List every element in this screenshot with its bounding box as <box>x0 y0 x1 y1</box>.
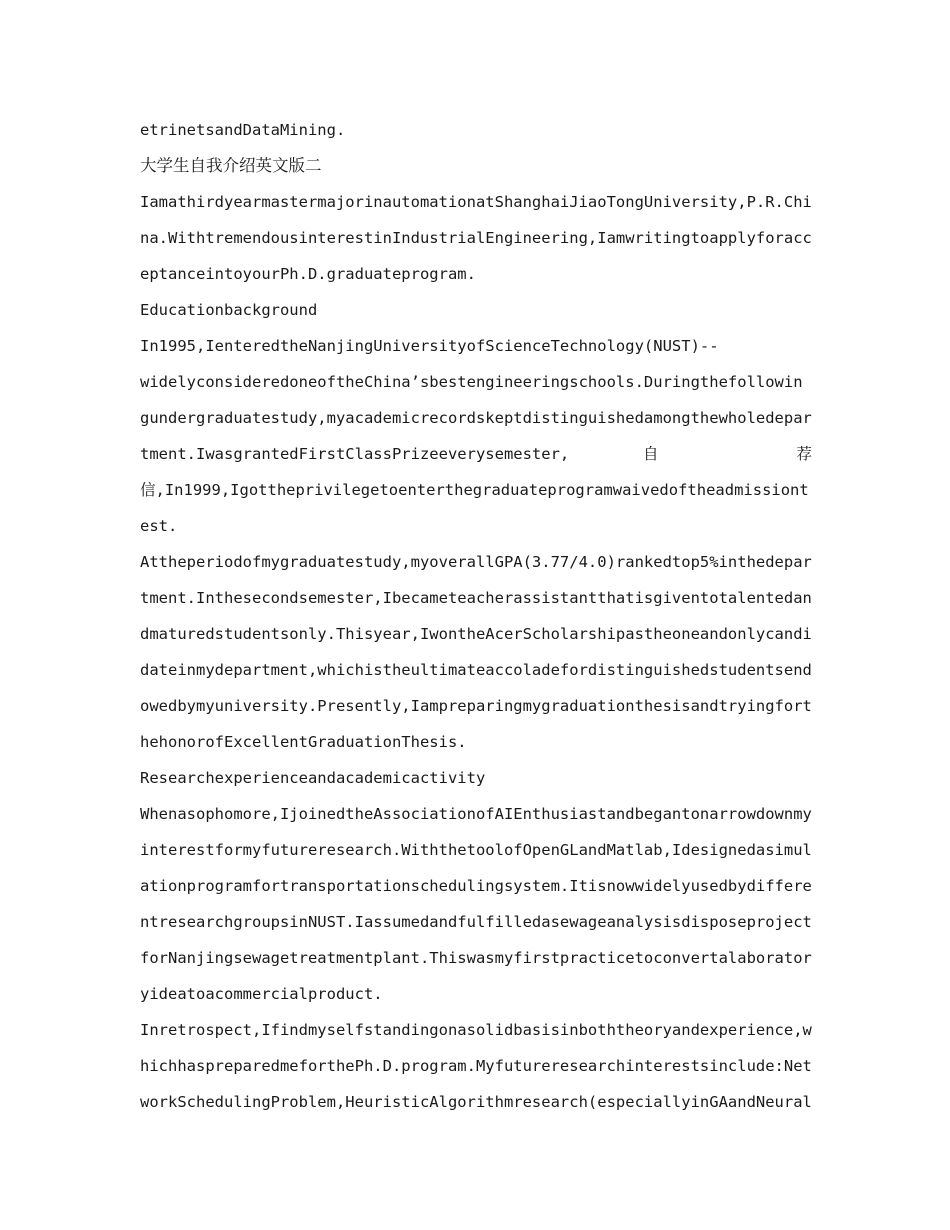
text-line: interestformyfutureresearch.WiththetoolofOpenGLandMatlab,Idesignedasimul <box>140 841 812 859</box>
text-line: forNanjingsewagetreatmentplant.Thiswasmyfirstpracticetoconvertalaborator <box>140 949 812 967</box>
section-heading: Researchexperienceandacademicactivity <box>140 769 486 787</box>
text-line: yideatoacommercialproduct. <box>140 985 383 1003</box>
text-line: In1995,IenteredtheNanjingUniversityofScienceTechnology(NUST)-- <box>140 337 719 355</box>
text-line: owedbymyuniversity.Presently,Iampreparingmygraduationthesisandtryingfort <box>140 697 812 715</box>
text-line: gundergraduatestudy,myacademicrecordskeptdistinguishedamongthewholedepar <box>140 409 812 427</box>
text-line: dateinmydepartment,whichistheultimateaccoladefordistinguishedstudentsend <box>140 661 812 679</box>
text-line: ntresearchgroupsinNUST.Iassumedandfulfilledasewageanalysisdisposeproject <box>140 913 812 931</box>
text-line: workSchedulingProblem,HeuristicAlgorithmresearch(especiallyinGAandNeural <box>140 1093 812 1111</box>
text-line: est. <box>140 517 178 535</box>
text-line: tment.Inthesecondsemester,Ibecameteacherassistantthatisgiventotalentedan <box>140 589 812 607</box>
text-line: Attheperiodofmygraduatestudy,myoverallGPA(3.77/4.0)rankedtop5%inthedepar <box>140 553 812 571</box>
text-line: tment.IwasgrantedFirstClassPrizeeverysemester, 自 荐 <box>140 445 812 463</box>
text-line: ationprogramfortransportationschedulingsystem.Itisnowwidelyusedbydiffere <box>140 877 812 895</box>
text-line: eptanceintoyourPh.D.graduateprogram. <box>140 265 476 283</box>
section-heading: 大学生自我介绍英文版二 <box>140 156 322 175</box>
text-line: Whenasophomore,IjoinedtheAssociationofAIEnthusiastandbegantonarrowdownmy <box>140 805 812 823</box>
text-line: na.WithtremendousinterestinIndustrialEngineering,Iamwritingtoapplyforacc <box>140 229 812 247</box>
text-line: hehonorofExcellentGraduationThesis. <box>140 733 467 751</box>
text-line: etrinetsandDataMining. <box>140 121 346 139</box>
document-body <box>140 116 812 1124</box>
text-line: hichhaspreparedmeforthePh.D.program.Myfutureresearchinterestsinclude:Net <box>140 1057 812 1075</box>
text-line: Inretrospect,Ifindmyselfstandingonasolidbasisinboththeoryandexperience,w <box>140 1021 812 1039</box>
section-heading: Educationbackground <box>140 301 318 319</box>
text-line: widelyconsideredoneoftheChina’sbestengineeringschools.Duringthefollowin <box>140 373 803 391</box>
text-line: dmaturedstudentsonly.Thisyear,IwontheAcerScholarshipastheoneandonlycandi <box>140 625 812 643</box>
text-line: IamathirdyearmastermajorinautomationatShanghaiJiaoTongUniversity,P.R.Chi <box>140 193 812 211</box>
text-line: 信,In1999,Igottheprivilegetoenterthegraduateprogramwaivedoftheadmissiont <box>140 481 809 499</box>
